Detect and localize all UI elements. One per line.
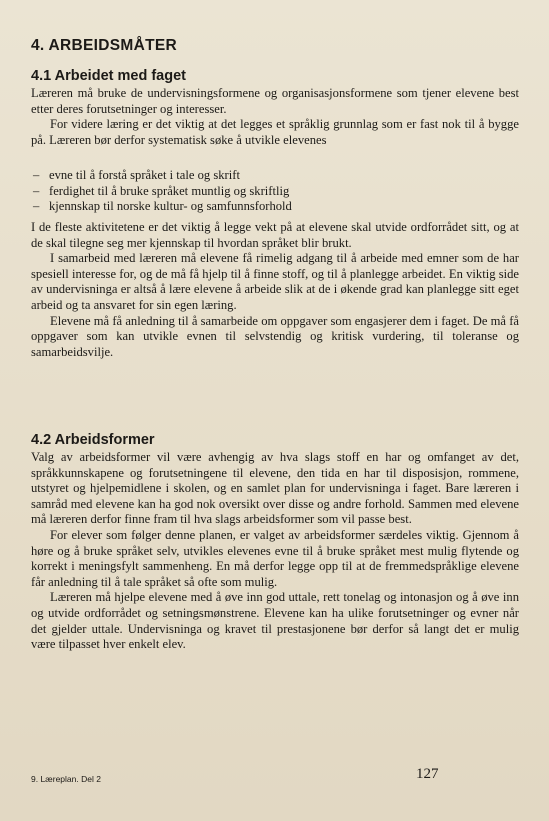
paragraph: I de fleste aktivitetene er det viktig å legge vekt på at elevene skal utvide ordforrådet sitt, og at de skal tilegne seg mer kjennskap til hvordan språket blir brukt. xyxy=(31,220,519,250)
paragraph: Valg av arbeidsformer vil være avhengig av hva slags stoff en har og omfanget av det, språkkunnskapene og forutsetningene til elevene, den tida en har til disposisjon, rommene, utstyret og hjelpemidlene i skolen, og en samlet plan for undervisninga i faget. Bare læreren i samråd med elevene kan ha god nok oversikt over disse og andre forhold. Sammen med elevene må læreren derfor finne fram til hva slags arbeidsformer som vil passe best. xyxy=(31,450,519,527)
skills-list xyxy=(31,168,519,215)
paragraph: Elevene må få anledning til å samarbeide om oppgaver som engasjerer dem i faget. De må få oppgaver som kan utvikle evnen til selvstendig og kritisk vurdering, til toleranse og samarbeidsvilje. xyxy=(31,313,519,359)
section-4-1-intro xyxy=(31,86,519,148)
paragraph: I samarbeid med læreren må elevene få rimelig adgang til å arbeide med emner som de har spesiell interesse for, og de må få hjelp til å finne stoff, og til å planlegge arbeidet. En viktig side av undervisninga er altså å lære elevene å arbeide slik at de i økende grad kan planlegge sitt eget arbeid og ta ansvaret for sin egen læring. xyxy=(31,251,519,312)
paragraph: For elever som følger denne planen, er valget av arbeidsformer særdeles viktig. Gjennom å høre og å bruke språket selv, utvikles elevenes evne til å bruke språket mest mulig flytende og korrekt i meningsfylt sammenheng. En må derfor legge opp til at de fremmedspråklige elevene får anledning til å tale språket så ofte som mulig. xyxy=(31,527,519,589)
chapter-heading: 4. ARBEIDSMÅTER xyxy=(31,37,178,54)
page-number: 127 xyxy=(416,766,439,782)
section-heading-4-2: 4.2 Arbeidsformer xyxy=(31,432,155,448)
paragraph: For videre læring er det viktig at det legges et språklig grunnlag som er fast nok til å bygge på. Læreren bør derfor systematisk søke å utvikle elevenes xyxy=(31,117,519,147)
footer-source: 9. Læreplan. Del 2 xyxy=(31,774,101,784)
section-4-2-body xyxy=(31,450,519,653)
section-heading-4-1: 4.1 Arbeidet med faget xyxy=(31,68,186,84)
paragraph: Læreren må bruke de undervisningsformene og organisasjonsformene som tjener elevene best etter deres forutsetninger og interesser. xyxy=(31,86,519,116)
section-4-1-body xyxy=(31,220,519,360)
list-item: – kjennskap til norske kultur- og samfunnsforhold xyxy=(31,199,519,215)
list-item: – ferdighet til å bruke språket muntlig og skriftlig xyxy=(31,184,519,200)
list-item: – evne til å forstå språket i tale og skrift xyxy=(31,168,519,184)
paragraph: Læreren må hjelpe elevene med å øve inn god uttale, rett tonelag og intonasjon og å øve inn og utvide ordforrådet og setningsmønstrene. Elevene kan ha ulike forutsetninger og evner når det gjelder uttale. Undervisninga og kravet til prestasjonene bør derfor så langt det er mulig være tilpasset hver enkelt elev. xyxy=(31,590,519,652)
